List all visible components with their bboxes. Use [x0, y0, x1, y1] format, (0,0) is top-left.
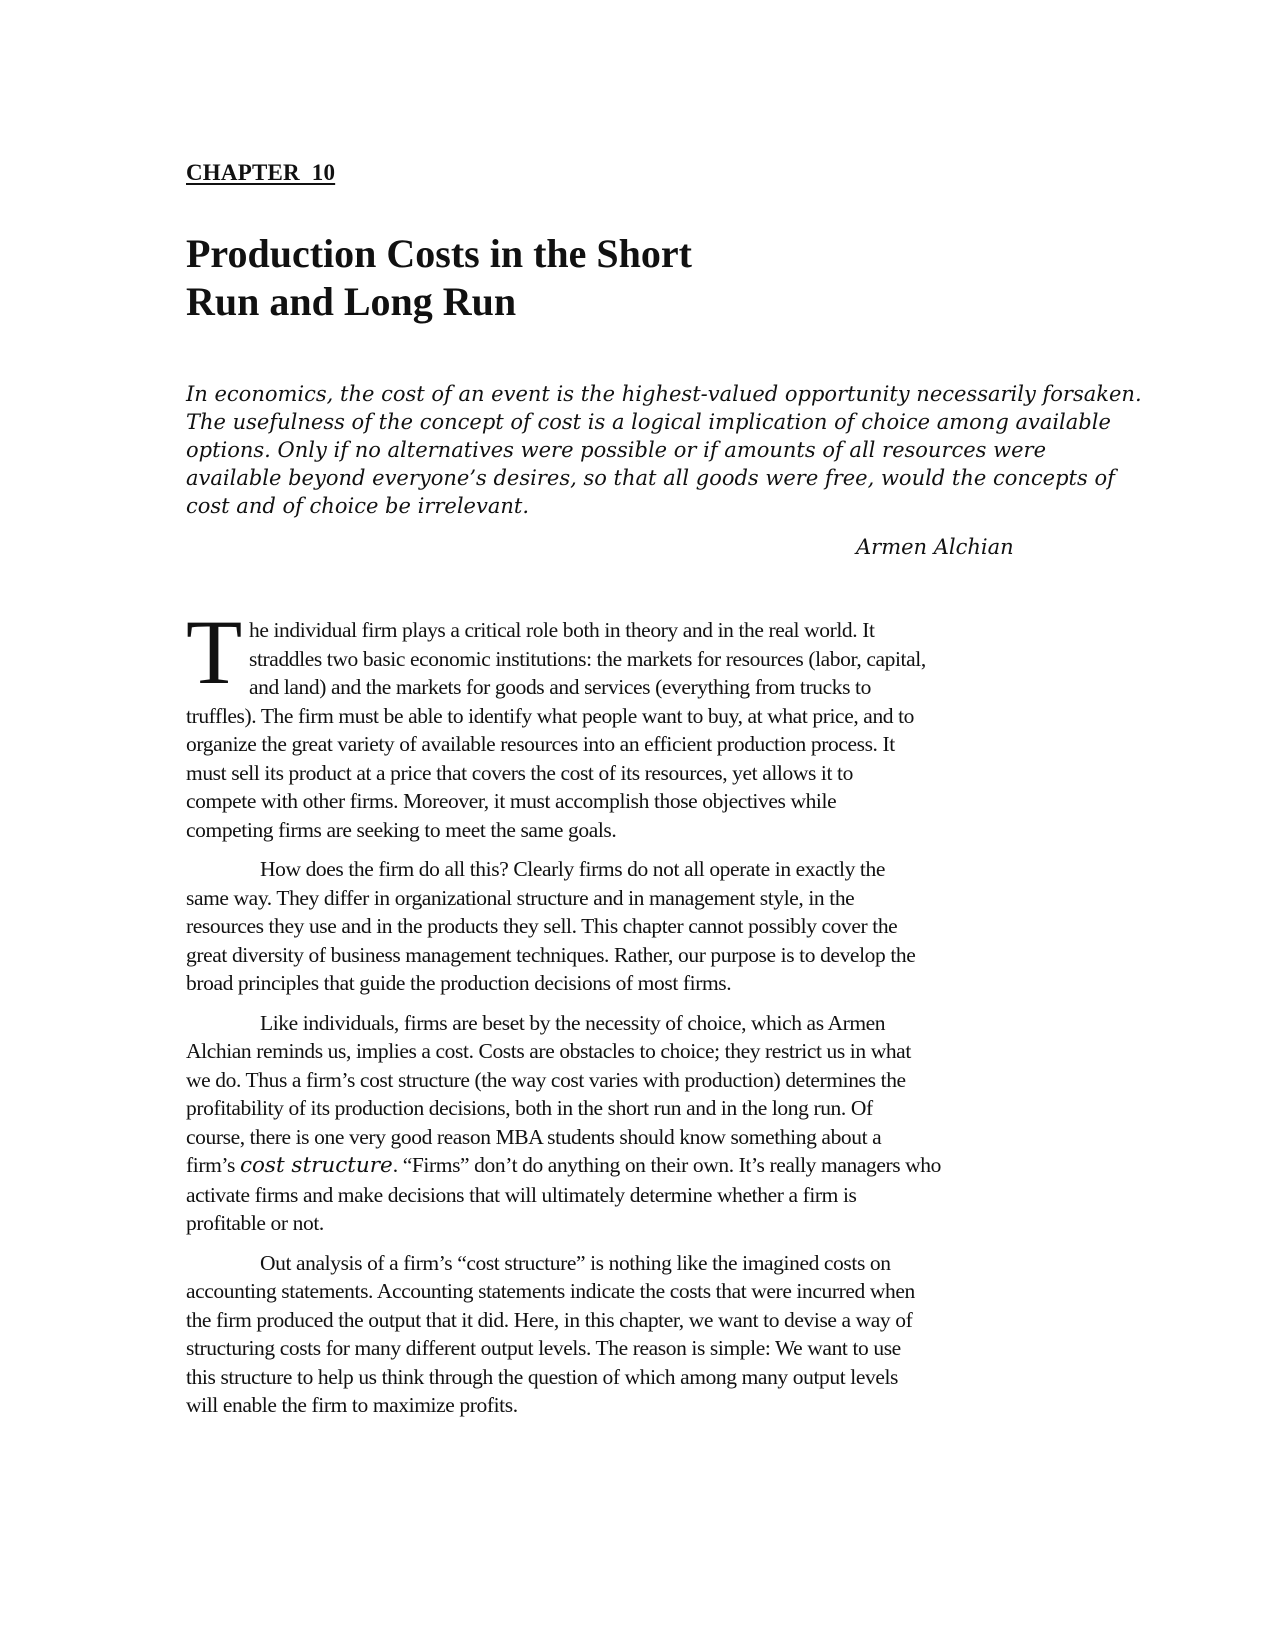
paragraph-2: [186, 855, 1066, 998]
paragraph-line: the firm produced the output that it did. Here, in this chapter, we want to devise a way of: [186, 1307, 913, 1332]
drop-cap: T: [186, 601, 242, 703]
chapter-title-line: Run and Long Run: [186, 279, 517, 324]
chapter-label: CHAPTER 10: [186, 160, 336, 185]
text-run: . “Firms” don’t do anything on their own. It’s really managers who: [392, 1153, 941, 1177]
chapter-title-line: Production Costs in the Short: [186, 231, 692, 276]
paragraph-line: must sell its product at a price that covers the cost of its resources, yet allows it to: [186, 760, 853, 785]
paragraph-3: [186, 1009, 1066, 1238]
paragraph-line: profitability of its production decisions, both in the short run and in the long run. Of: [186, 1096, 873, 1120]
paragraph-line: Alchian reminds us, implies a cost. Costs are obstacles to choice; they restrict us in what: [186, 1039, 911, 1063]
paragraph-line: How does the firm do all this? Clearly firms do not all operate in exactly the: [260, 857, 885, 881]
epigraph-line: The usefulness of the concept of cost is a logical implication of choice among available: [186, 410, 1111, 434]
body-text: [186, 601, 1066, 1431]
paragraph-line: Like individuals, firms are beset by the necessity of choice, which as Armen: [260, 1010, 886, 1035]
paragraph-line: great diversity of business management techniques. Rather, our purpose is to develop the: [186, 942, 916, 967]
epigraph-line: available beyond everyone’s desires, so that all goods were free, would the concepts of: [186, 466, 1115, 490]
paragraph-line: course, there is one very good reason MBA students should know something about a: [186, 1124, 882, 1149]
paragraph-line: structuring costs for many different output levels. The reason is simple: We want to use: [186, 1336, 901, 1360]
epigraph-author: Armen Alchian: [856, 535, 1014, 559]
dropcap-block: [186, 601, 1066, 703]
paragraph-line: Out analysis of a firm’s “cost structure” is nothing like the imagined costs on: [260, 1250, 891, 1275]
epigraph-line: In economics, the cost of an event is the highest-valued opportunity necessarily forsaken.: [186, 382, 1142, 406]
paragraph-line: will enable the firm to maximize profits.: [186, 1393, 518, 1417]
paragraph-line: this structure to help us think through the question of which among many output levels: [186, 1364, 899, 1389]
paragraph-line: truffles). The firm must be able to identify what people want to buy, at what price, and to: [186, 703, 915, 728]
text-run: firm’s: [186, 1153, 240, 1177]
paragraph-line: we do. Thus a firm’s cost structure (the way cost varies with production) determines the: [186, 1067, 906, 1092]
paragraph-line: and land) and the markets for goods and services (everything from trucks to: [249, 675, 871, 699]
epigraph-quote: [186, 380, 1142, 520]
paragraph-4: [186, 1249, 1066, 1420]
paragraph-line: compete with other firms. Moreover, it must accomplish those objectives while: [186, 789, 837, 813]
paragraph-line: resources they use and in the products they sell. This chapter cannot possibly cover the: [186, 914, 898, 938]
paragraph-line: accounting statements. Accounting statements indicate the costs that were incurred when: [186, 1279, 915, 1303]
paragraph-1: [186, 601, 1066, 844]
paragraph-line: activate firms and make decisions that will ultimately determine whether a firm is: [186, 1182, 857, 1207]
paragraph-line: organize the great variety of available resources into an efficient production process. It: [186, 732, 895, 756]
epigraph-line: options. Only if no alternatives were possible or if amounts of all resources were: [186, 438, 1047, 462]
paragraph-line: same way. They differ in organizational structure and in management style, in the: [186, 885, 855, 910]
epigraph-line: cost and of choice be irrelevant.: [186, 494, 529, 518]
paragraph-line: competing firms are seeking to meet the same goals.: [186, 817, 617, 842]
chapter-title: [186, 230, 986, 326]
paragraph-line: straddles two basic economic institutions: the markets for resources (labor, capital,: [249, 646, 926, 671]
paragraph-line: he individual firm plays a critical role both in theory and in the real world. It: [249, 618, 875, 642]
paragraph-line: profitable or not.: [186, 1211, 324, 1235]
paragraph-line: [186, 1151, 1066, 1181]
paragraph-line: broad principles that guide the production decisions of most firms.: [186, 971, 732, 995]
emphasis-text: cost structure: [239, 1153, 393, 1178]
